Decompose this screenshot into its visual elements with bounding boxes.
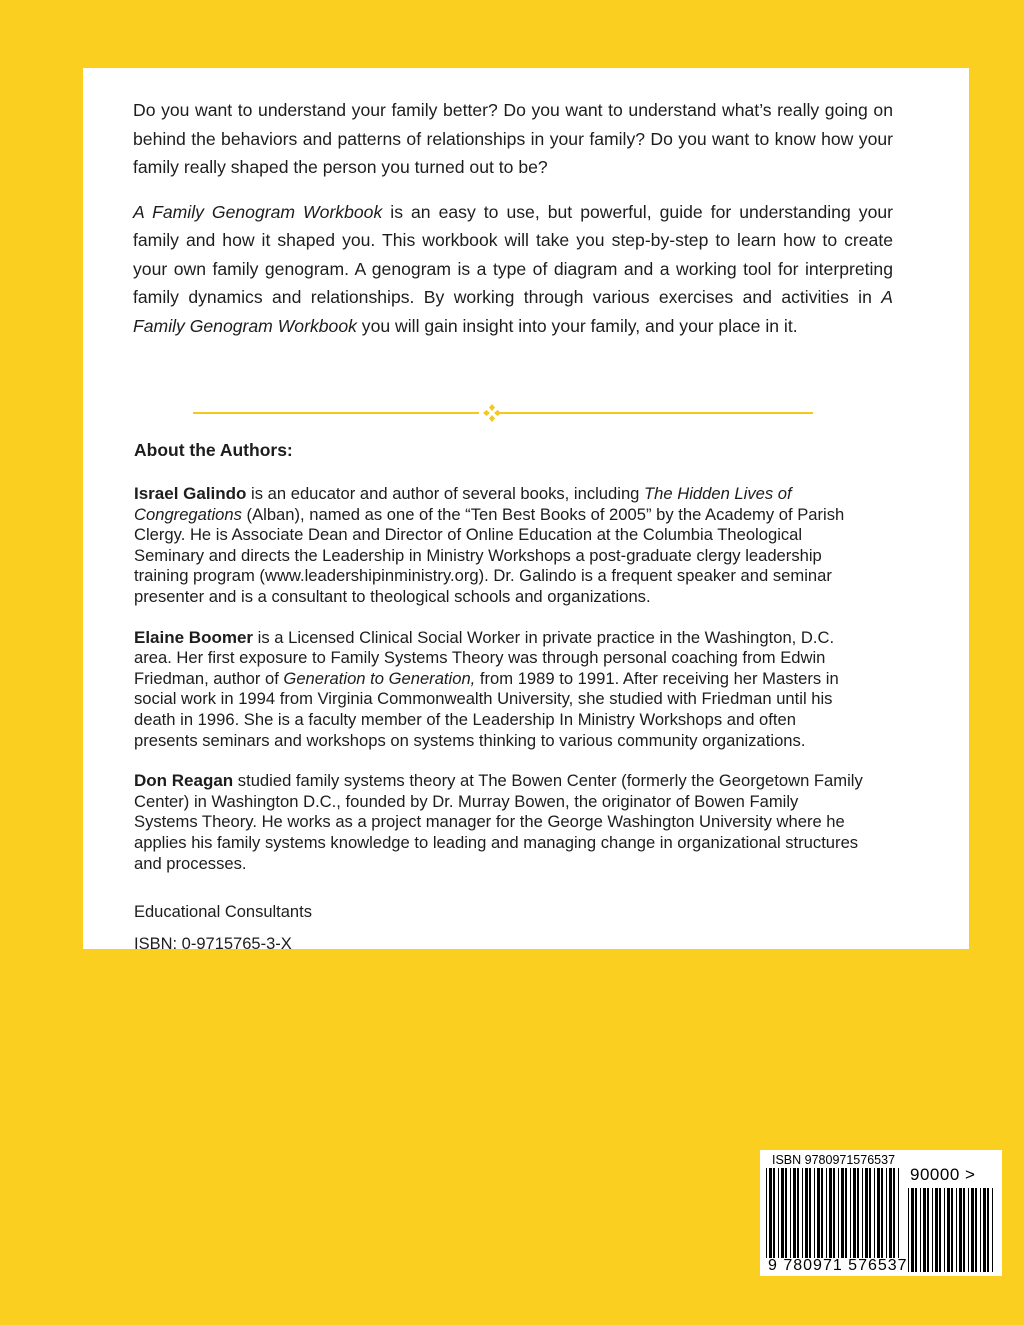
- intro-section: [133, 96, 893, 354]
- barcode-bar: [841, 1168, 844, 1258]
- barcode-bar: [817, 1168, 820, 1258]
- barcode-bar: [778, 1168, 779, 1258]
- barcode-bar: [877, 1168, 880, 1258]
- barcode-bar: [865, 1168, 868, 1258]
- book-title: The Hidden Lives of Congregations: [134, 484, 792, 524]
- barcode-bar: [881, 1168, 883, 1258]
- barcode-bar: [944, 1188, 945, 1272]
- author-name: Don Reagan: [134, 771, 234, 791]
- barcode-bar: [793, 1168, 796, 1258]
- publisher: Educational Consultants: [134, 903, 312, 922]
- barcode-bar: [915, 1188, 917, 1272]
- barcode-bar: [920, 1188, 921, 1272]
- barcode-bar: [956, 1188, 957, 1272]
- barcode-bar: [893, 1168, 895, 1258]
- barcode-bar: [947, 1188, 950, 1272]
- barcode-bar: [939, 1188, 941, 1272]
- book-title: Generation to Generation,: [283, 668, 476, 688]
- barcode-bar: [908, 1188, 909, 1272]
- author-bio-boomer: Elaine Boomer is a Licensed Clinical Social Worker in private practice in the Washington, D.C. area. Her first exposure to Family Systems Theory was through personal coaching from Edwin Friedman, author of Generation to Generation, from 1989 to 1991. After receiving her Masters in social work in 1994 from Virginia Commonwealth University, she studied with Friedman until his death in 1996. She is a faculty member of the Leadership In Ministry Workshops and often presents seminars and workshops on systems thinking to various community organizations.: [134, 627, 839, 750]
- barcode: [760, 1150, 1002, 1276]
- author-name: Elaine Boomer: [134, 627, 254, 647]
- author-name: Israel Galindo: [134, 484, 247, 503]
- barcode-bar: [927, 1188, 929, 1272]
- barcode-bar: [968, 1188, 969, 1272]
- barcode-price-code: 90000 >: [910, 1165, 976, 1184]
- barcode-bar: [869, 1168, 871, 1258]
- barcode-bar: [889, 1168, 892, 1258]
- barcode-digits: 9 780971 576537: [768, 1257, 908, 1274]
- barcode-bar: [935, 1188, 938, 1272]
- barcode-bar: [923, 1188, 926, 1272]
- about-authors-section: [134, 438, 864, 954]
- barcode-bar: [951, 1188, 953, 1272]
- barcode-bar: [911, 1188, 914, 1272]
- isbn: ISBN: 0-9715765-3-X: [134, 935, 292, 954]
- book-title: A Family Genogram Workbook: [133, 287, 893, 336]
- barcode-bar: [992, 1188, 993, 1272]
- barcode-bar: [971, 1188, 974, 1272]
- barcode-bar: [850, 1168, 851, 1258]
- intro-paragraph-1: Do you want to understand your family better? Do you want to understand what’s really going on behind the behaviors and patterns of relationships in your family? Do you want to know how your family really shaped the person you turned out to be?: [133, 100, 893, 177]
- author-bio-galindo: Israel Galindo is an educator and author of several books, including The Hidden Lives of Congregations (Alban), named as one of the “Ten Best Books of 2005” by the Academy of Parish Clergy. He is Associate Dean and Director of Online Education at the Columbia Theological Seminary and directs the Leadership in Ministry Workshops a post-graduate clergy leadership training program (www.leadershipinministry.org). Dr. Galindo is a frequent speaker and seminar presenter and is a consultant to theological schools and organizations.: [134, 484, 845, 606]
- barcode-bar: [980, 1188, 981, 1272]
- barcode-bar: [963, 1188, 965, 1272]
- barcode-bar: [838, 1168, 839, 1258]
- barcode-bar: [773, 1168, 775, 1258]
- barcode-bar: [862, 1168, 863, 1258]
- barcode-bar: [975, 1188, 977, 1272]
- barcode-bar: [853, 1168, 856, 1258]
- barcode-bar: [821, 1168, 823, 1258]
- ornamental-divider: [193, 403, 813, 423]
- barcode-bar: [845, 1168, 847, 1258]
- barcode-bar: [898, 1168, 899, 1258]
- barcode-isbn: ISBN 9780971576537: [772, 1153, 896, 1167]
- barcode-bar: [886, 1168, 887, 1258]
- barcode-bar: [769, 1168, 772, 1258]
- barcode-bar: [809, 1168, 811, 1258]
- barcode-bar: [959, 1188, 962, 1272]
- barcode-bar: [983, 1188, 986, 1272]
- barcode-bar: [781, 1168, 784, 1258]
- book-title: A Family Genogram Workbook: [133, 201, 383, 222]
- author-bio-reagan: Don Reagan studied family systems theory at The Bowen Center (formerly the Georgetown Family Center) in Washington D.C., founded by Dr. Murray Bowen, the originator of Bowen Family Systems Theory. He works as a project manager for the George Washington University where he applies his family systems knowledge to leading and managing change in organizational structures and processes.: [134, 771, 863, 873]
- back-cover-panel: [83, 68, 969, 954]
- about-heading: About the Authors:: [134, 440, 293, 460]
- barcode-bar: [857, 1168, 859, 1258]
- barcode-bar: [814, 1168, 815, 1258]
- barcode-bar: [766, 1168, 767, 1258]
- barcode-bar: [874, 1168, 875, 1258]
- barcode-bar: [987, 1188, 989, 1272]
- barcode-bar: [805, 1168, 808, 1258]
- barcode-bar: [802, 1168, 803, 1258]
- barcode-bar: [833, 1168, 835, 1258]
- barcode-bar: [829, 1168, 832, 1258]
- barcode-bar: [797, 1168, 799, 1258]
- intro-paragraph-2: A Family Genogram Workbook is an easy to use, but powerful, guide for understanding your family and how it shaped you. This workbook will take you step-by-step to learn how to create your own family genogram. A genogram is a type of diagram and a working tool for interpreting family dynamics and relationships. By working through various exercises and activities in A Family Genogram Workbook you will gain insight into your family, and your place in it.: [133, 201, 893, 336]
- barcode-bar: [785, 1168, 787, 1258]
- barcode-bar: [932, 1188, 933, 1272]
- barcode-bar: [790, 1168, 791, 1258]
- barcode-bar: [826, 1168, 827, 1258]
